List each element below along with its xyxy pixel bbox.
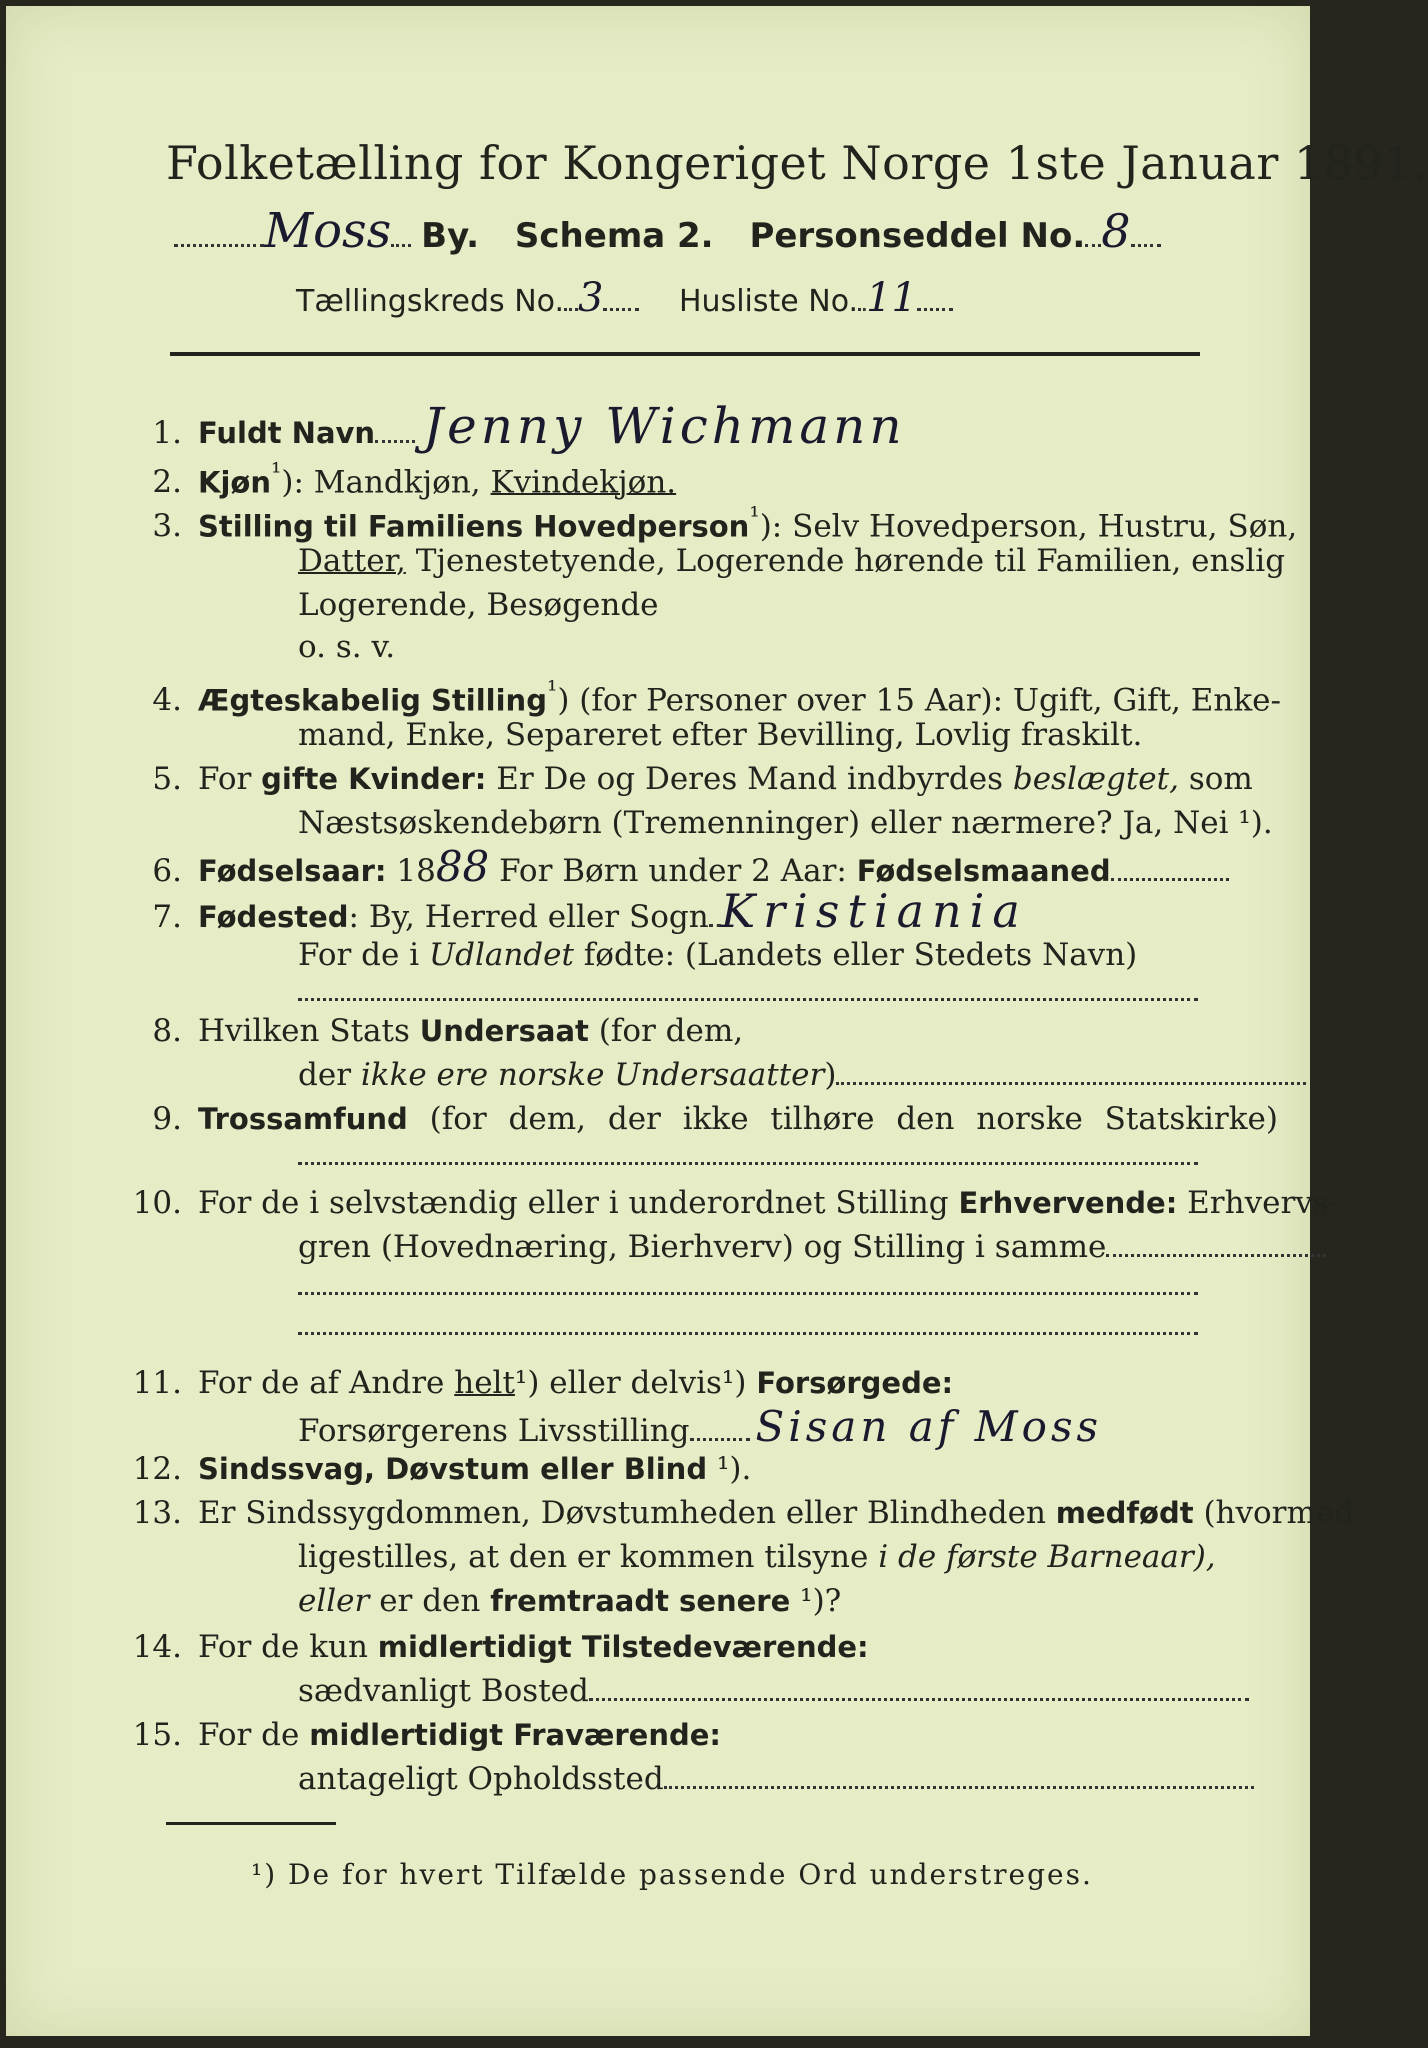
q14-line1-a: For de kun [198,1629,378,1665]
dotted-line [1131,243,1161,247]
q6-year-value: 88 [435,842,490,891]
dotted-line [298,1161,1198,1165]
q13-line3-row [298,1584,841,1618]
q5-row [126,762,1253,796]
q4-number: 4. [152,682,182,719]
q9-number: 9. [152,1101,182,1137]
dotted-line [709,923,721,927]
q5-beslaegtet: beslægtet, [1012,761,1179,797]
q8-label: Undersaat [419,1014,589,1048]
dotted-line [375,439,415,443]
dotted-line [391,243,411,247]
q2-number: 2. [152,464,182,501]
q4-line2: mand, Enke, Separeret efter Bevilling, Lovlig fraskilt. [298,717,1143,753]
schema-label: Schema 2. [514,216,714,256]
q11-row [126,1366,953,1400]
q13-line2-it: i de første Barneaar), [878,1539,1216,1575]
q7-blank-line [298,974,1198,1008]
census-form [6,6,1428,2036]
q12-row [126,1452,751,1486]
q11-value: Sisan af Moss [755,1402,1103,1451]
q14-row [126,1630,869,1664]
form-title: Folketælling for Kongeriget Norge 1ste Januar 1891. [166,136,1428,190]
q13-medfodt: medfødt [1055,1496,1194,1530]
q11-number: 11. [132,1365,182,1401]
q2-selected: Kvindekjøn. [490,464,677,501]
dotted-line [298,1291,1198,1295]
q3-line1: ): Selv Hovedperson, Hustru, Søn, [759,508,1298,545]
q13-line2-row [298,1540,1216,1574]
q9-blank-line [298,1138,1198,1172]
q10-line2: gren (Hovednæring, Bierhverv) og Stilling i samme [298,1229,1107,1265]
dotted-line [1111,877,1229,881]
q7-number: 7. [152,899,182,935]
footnote-rule [166,1822,336,1825]
personseddel-label: Personseddel No. [749,216,1086,256]
q7-line2-b: fødte: (Landets eller Stedets Navn) [573,937,1138,973]
dotted-line [664,1785,1254,1789]
footnote: ¹) De for hvert Tilfælde passende Ord understreges. [251,1858,1093,1891]
q11-line2-row [298,1402,1103,1451]
q10-blank-line-2 [298,1308,1198,1342]
q6-label2: Fødselsmaaned [856,854,1111,888]
q3-line2-row [298,544,1285,578]
header-rule [170,352,1200,356]
q1-name-value: Jenny Wichmann [423,397,906,455]
q3-sup: ¹ [749,502,760,532]
q5-line1: Er De og Deres Mand indbyrdes [486,761,1013,797]
q3-line3: Logerende, Besøgende [298,587,659,623]
q10-line1-c: Erhvervs- [1177,1185,1340,1221]
dotted-line [690,1437,750,1441]
q8-row [126,1014,743,1048]
dotted-line [298,1331,1198,1335]
q13-line3-c: ¹)? [790,1583,842,1619]
q6-label: Fødselsaar: [198,854,387,888]
q5-label: gifte Kvinder: [261,762,487,796]
q13-eller: eller [298,1583,370,1619]
dotted-line [836,1081,1306,1085]
q3-number: 3. [152,508,182,545]
dotted-line [564,307,578,311]
q14-number: 14. [132,1629,182,1665]
q5-line2: Næstsøskendebørn (Tremenninger) eller nærmere? Ja, Nei ¹). [298,805,1273,841]
q3-selected: Datter, [298,543,406,579]
q5-som: som [1178,761,1253,797]
q6-number: 6. [152,853,182,889]
q9-row [126,1102,1278,1136]
q3-label: Stilling til Familiens Hovedperson [198,509,750,544]
town-handwritten: Moss [264,203,392,259]
q1-number: 1. [152,415,182,451]
q14-line2-row [298,1674,1249,1708]
dotted-line [858,307,866,311]
q6-mid: For Børn under 2 Aar: [489,853,857,889]
q13-fremtraadt: fremtraadt senere [490,1584,791,1618]
q13-line3-a: er den [369,1583,491,1619]
q11-line1-b: ¹) eller delvis¹) [514,1365,757,1401]
q7-line2-a: For de i [298,937,429,973]
husliste-label: Husliste No. [679,284,859,319]
q4-label: Ægteskabelig Stilling [198,683,547,718]
q3-line2: Tjenestetyende, Logerende hørende til Familien, enslig [405,543,1286,579]
q2-options: ): Mandkjøn, [281,464,491,501]
q14-line2: sædvanligt Bosted [298,1673,589,1709]
q8-number: 8. [152,1013,182,1049]
q15-row [126,1718,721,1752]
q10-line1-a: For de i selvstændig eller i underordnet Stilling [198,1185,959,1221]
q15-line2: antageligt Opholdssted [298,1761,664,1797]
q12-rest: ¹). [707,1451,752,1487]
q12-label: Sindssvag, Døvstum eller Blind [198,1452,708,1486]
q15-label: midlertidigt Fraværende: [309,1718,722,1752]
q2-sup: ¹ [270,458,282,488]
q3-row [126,500,1297,543]
kreds-line [296,275,953,321]
q8-line1-c: (for dem, [588,1013,744,1049]
q1-label: Fuldt Navn [198,416,376,450]
dotted-line [1106,1253,1326,1257]
dotted-line [917,307,953,311]
q8-line2-b: ) [824,1057,837,1093]
q5-label-a: For [198,761,262,797]
q13-line1-a: Er Sindssygdommen, Døvstumheden eller Blindheden [198,1495,1056,1531]
q11-label: Forsørgede: [756,1366,954,1400]
q15-line2-row [298,1762,1254,1796]
q6-row [126,842,1229,891]
q2-row [126,456,676,499]
dotted-line [298,997,1198,1001]
q11-helt: helt [454,1365,515,1401]
dotted-line [1085,243,1101,247]
q8-line2-row [298,1058,1306,1092]
kreds-number: 3 [578,275,604,321]
q10-number: 10. [132,1185,182,1221]
kreds-label: Tællingskreds No. [296,284,564,319]
q1-row [126,397,906,455]
dotted-line [589,1697,1249,1701]
q7-rest: : By, Herred eller Sogn [348,899,709,935]
q10-blank-line-1 [298,1268,1198,1302]
q8-line2-a: der [298,1057,361,1093]
q3-line4: o. s. v. [298,629,396,665]
q13-line2-a: ligestilles, at den er kommen tilsyne [298,1539,879,1575]
by-label: By. [421,216,480,256]
q5-number: 5. [152,761,182,797]
husliste-number: 11 [866,275,917,321]
q11-line1-a: For de af Andre [198,1365,455,1401]
q8-line2-it: ikke ere norske Undersaatter [360,1057,825,1093]
q13-row [126,1496,1354,1530]
q7-label: Fødested [198,900,349,934]
q13-number: 13. [132,1495,182,1531]
q7-place-value: Kristiania [720,884,1028,938]
q11-line2: Forsørgerens Livsstilling [298,1413,690,1449]
q6-year-prefix: 18 [386,853,436,889]
q2-label: Kjøn [198,465,271,500]
q4-row [126,674,1281,717]
q7-line2-row [298,938,1137,972]
q10-label: Erhvervende: [958,1186,1178,1220]
q7-row [126,884,1028,938]
q4-line1: ) (for Personer over 15 Aar): Ugift, Gift, Enke- [557,682,1281,719]
q13-line1-c: (hvormed [1193,1495,1355,1531]
q10-row [126,1186,1339,1220]
q9-rest: (for dem, der ikke tilhøre den norske Statskirke) [407,1101,1278,1137]
dotted-line [174,243,264,247]
town-line [174,203,1161,259]
q12-number: 12. [132,1451,182,1487]
q7-udlandet: Udlandet [428,937,574,973]
q15-line1-a: For de [198,1717,310,1753]
q15-number: 15. [132,1717,182,1753]
q9-label: Trossamfund [198,1102,408,1136]
q10-line2-row [298,1230,1326,1264]
q8-line1-a: Hvilken Stats [198,1013,420,1049]
q4-sup: ¹ [546,676,558,706]
personseddel-number: 8 [1101,204,1131,258]
dotted-line [603,307,639,311]
q14-label: midlertidigt Tilstedeværende: [377,1630,869,1664]
